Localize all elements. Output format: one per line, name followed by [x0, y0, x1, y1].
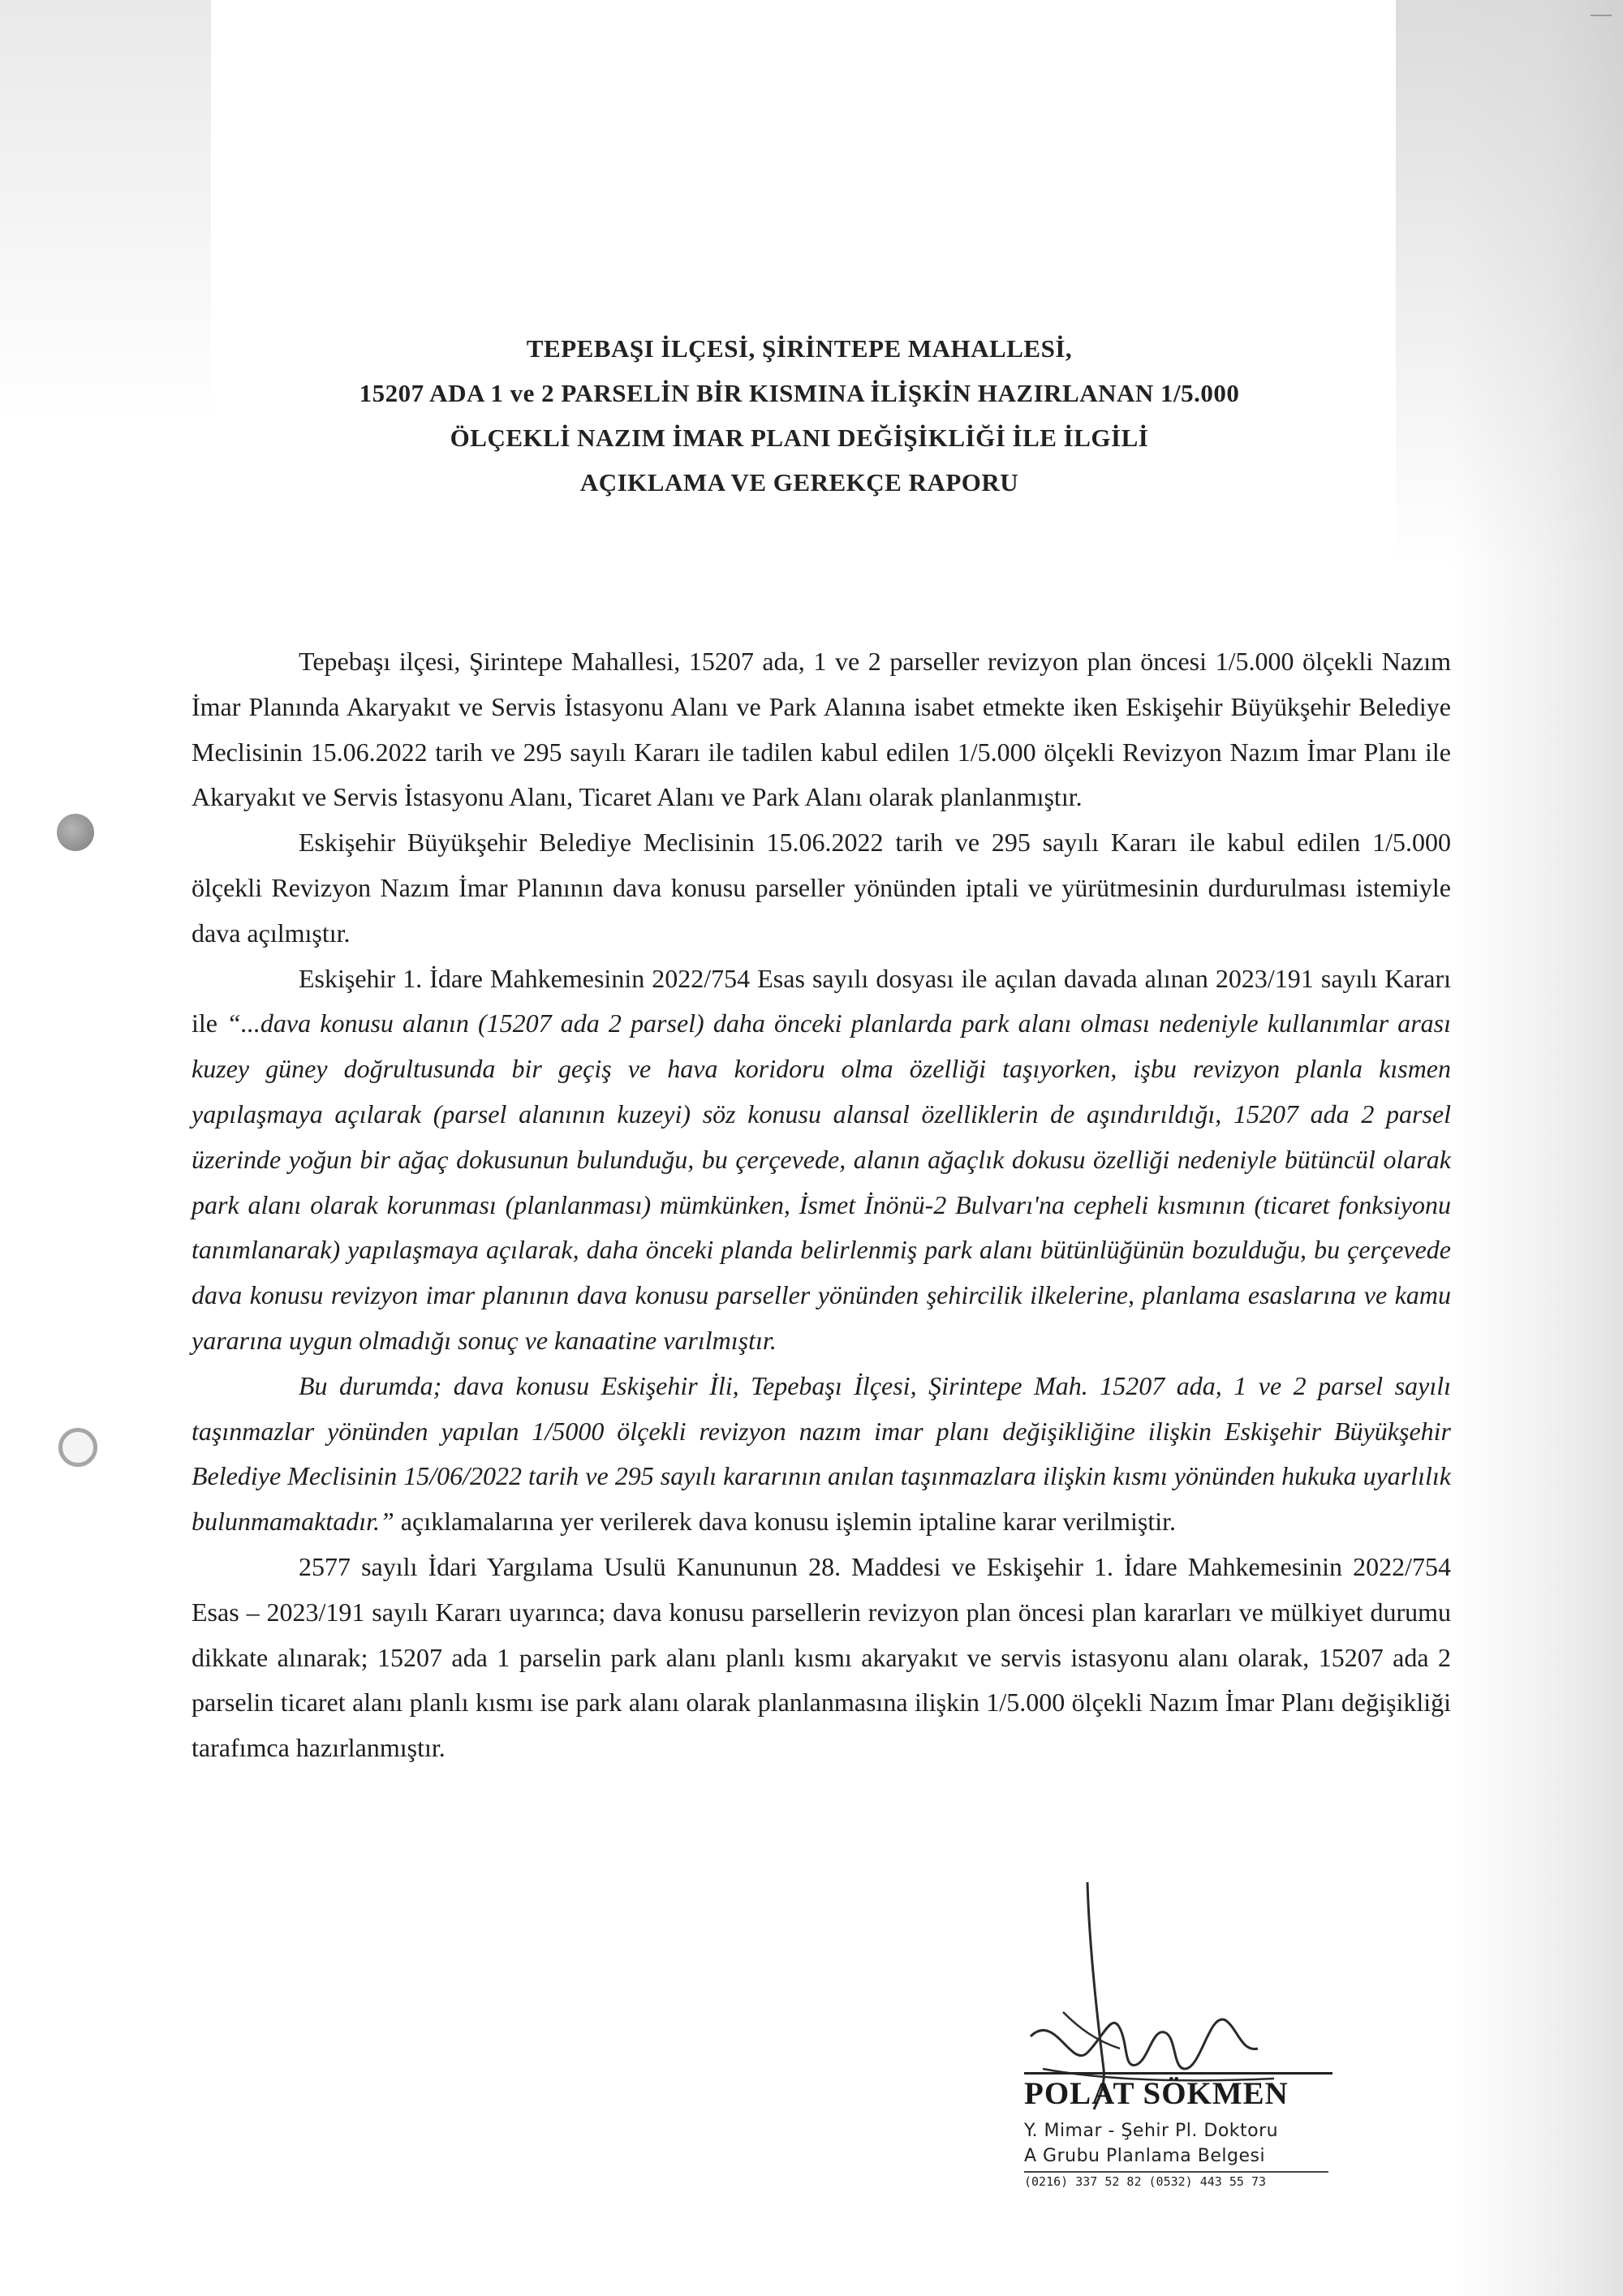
title-line-1: TEPEBAŞI İLÇESİ, ŞİRİNTEPE MAHALLESİ,: [526, 334, 1073, 363]
stamp-certificate: A Grubu Planlama Belgesi: [1024, 2146, 1266, 2166]
paragraph-4-tail: açıklamalarına yer verilerek dava konusu işlemin iptaline karar verilmiştir.: [394, 1507, 1176, 1537]
stamp-name: POLAT SÖKMEN: [1024, 2076, 1289, 2111]
paragraph-2: Eskişehir Büyükşehir Belediye Meclisinin 15.06.2022 tarih ve 295 sayılı Kararı ile kabul edilen 1/5.000 ölçekli Revizyon Nazım İmar Planının dava konusu parseller yönünden iptali ve yürütmesinin durdurulması istemiyle dava açılmıştır.: [192, 828, 1451, 948]
stamp-top-rule: [1024, 2072, 1332, 2075]
scan-shadow-right-edge: [1453, 0, 1623, 2296]
punch-hole-lower: [58, 1428, 97, 1467]
report-title: [187, 326, 1412, 505]
punch-hole-upper: [57, 814, 94, 851]
scan-shadow-top-left: [0, 0, 211, 422]
paragraph-1: Tepebaşı ilçesi, Şirintepe Mahallesi, 15207 ada, 1 ve 2 parseller revizyon plan öncesi 1/5.000 ölçekli Nazım İmar Planında Akaryakıt ve Servis İstasyonu Alanı ve Park Alanına isabet etmekte iken Eskişehir Büyükşehir Belediye Meclisinin 15.06.2022 tarih ve 295 sayılı Kararı ile tadilen kabul edilen 1/5.000 ölçekli Revizyon Nazım İmar Planı ile Akaryakıt ve Servis İstasyonu Alanı, Ticaret Alanı ve Park Alanı olarak planlanmıştır.: [192, 647, 1451, 812]
stamp-bottom-rule: [1024, 2171, 1328, 2173]
title-line-3: ÖLÇEKLİ NAZIM İMAR PLANI DEĞİŞİKLİĞİ İLE İLGİLİ: [450, 424, 1149, 452]
title-line-4: AÇIKLAMA VE GEREKÇE RAPORU: [579, 468, 1019, 497]
paragraph-5: 2577 sayılı İdari Yargılama Usulü Kanununun 28. Maddesi ve Eskişehir 1. İdare Mahkemesinin 2022/754 Esas – 2023/191 sayılı Kararı uyarınca; dava konusu parsellerin revizyon plan öncesi plan kararları ve mülkiyet durumu dikkate alınarak; 15207 ada 1 parselin park alanı planlı kısmı akaryakıt ve servis istasyonu alanı olarak, 15207 ada 2 parselin ticaret alanı planlı kısmı ise park alanı olarak planlanmasına ilişkin 1/5.000 ölçekli Nazım İmar Planı değişikliği tarafımca hazırlanmıştır.: [192, 1551, 1451, 1763]
title-line-2: 15207 ADA 1 ve 2 PARSELİN BİR KISMINA İLİŞKİN HAZIRLANAN 1/5.000: [359, 379, 1240, 407]
stamp-title: Y. Mimar - Şehir Pl. Doktoru: [1024, 2121, 1279, 2141]
paragraph-3: [192, 957, 1451, 1364]
report-body: [192, 639, 1451, 1771]
paragraph-4-court-quote: Bu durumda; dava konusu Eskişehir İli, Tepebaşı İlçesi, Şirintepe Mah. 15207 ada, 1 ve 2 parsel sayılı taşınmazlar yönünden yapılan 1/5000 ölçekli revizyon nazım imar planı değişikliğine ilişkin Eskişehir Büyükşehir Belediye Meclisinin 15/06/2022 tarih ve 295 sayılı kararının anılan taşınmazlara ilişkin kısmı yönünden hukuka uyarlılık bulunmamaktadır.”: [192, 1370, 1451, 1537]
paragraph-3-intro: Eskişehir 1. İdare Mahkemesinin 2022/754 Esas sayılı dosyası ile açılan davada alınan 2023/191 sayılı Kararı ile: [192, 963, 1451, 1038]
stamp-phones: (0216) 337 52 82 (0532) 443 55 73: [1024, 2174, 1267, 2189]
paragraph-3-court-quote: “...dava konusu alanın (15207 ada 2 parsel) daha önceki planlarda park alanı olması nedeniyle kullanımlar arası kuzey güney doğrultusunda bir geçiş ve hava koridoru olma özelliği taşıyorken, işbu revizyon planla kısmen yapılaşmaya açılarak (parsel alanının kuzeyi) söz konusu alansal özelliklerin de aşındırıldığı, 15207 ada 2 parsel üzerinde yoğun bir ağaç dokusunun bulunduğu, bu çerçevede, alanın ağaçlık dokusu özelliği nedeniyle bütüncül olarak park alanı olarak korunması (planlanması) mümkünken, İsmet İnönü-2 Bulvarı'na cepheli kısmının (ticaret fonksiyonu tanımlanarak) yapılaşmaya açılarak, daha önceki planda belirlenmiş park alanı bütünlüğünün bozulduğu, bu çerçevede dava konusu revizyon imar planının dava konusu parseller yönünden şehircilik ilkelerine, planlama esaslarına ve kamu yararına uygun olmadığı sonuç ve kanaatine varılmıştır.: [192, 1008, 1452, 1355]
scan-corner-mark: [1591, 15, 1612, 16]
paragraph-4: [192, 1364, 1451, 1545]
